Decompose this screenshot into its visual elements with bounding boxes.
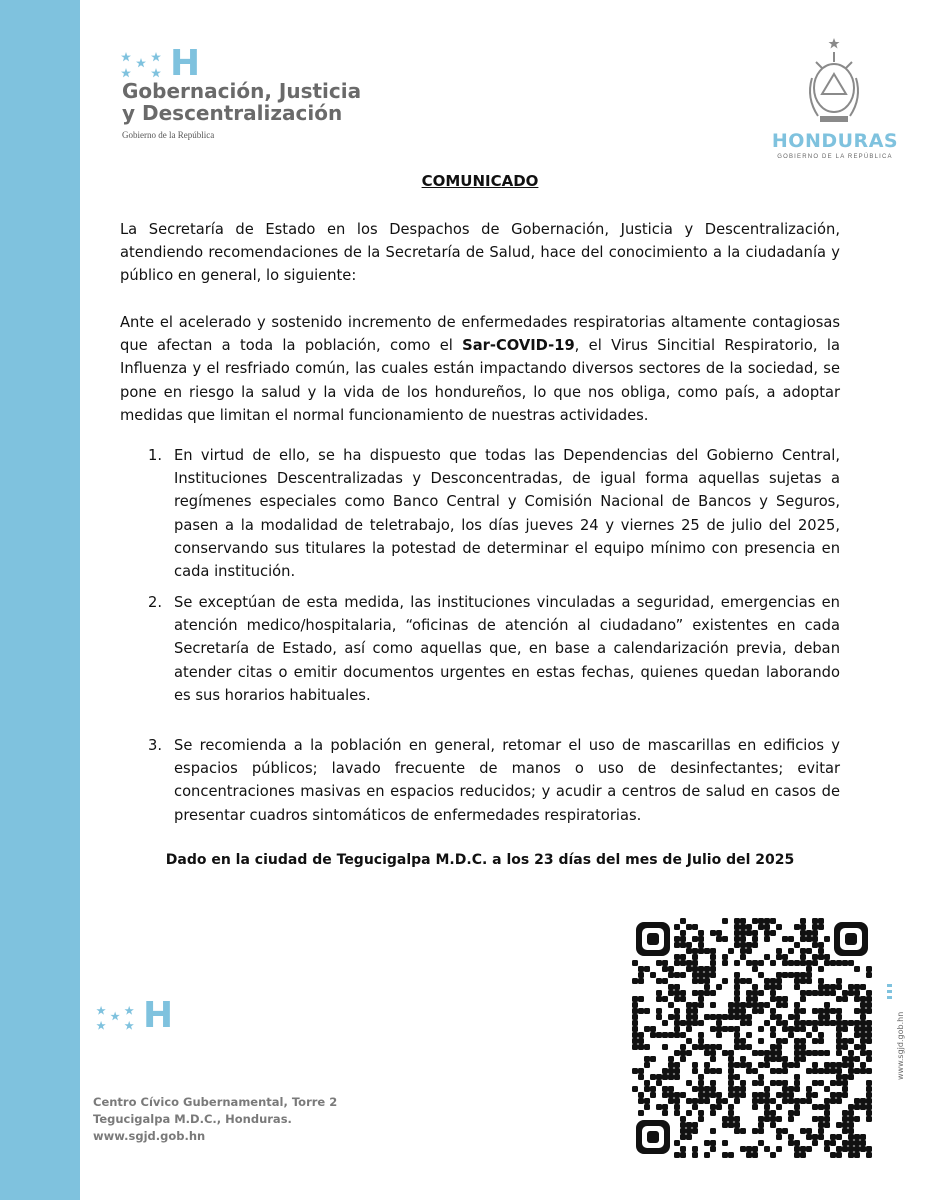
footer-logo-letter: H (143, 995, 174, 1036)
list-item-number: 3. (148, 737, 163, 754)
coat-of-arms-icon (802, 38, 866, 124)
website-link[interactable]: www.sgjd.gob.hn (93, 1129, 206, 1143)
stars-icon (93, 1004, 141, 1034)
ministry-name-line2: y Descentralización (122, 101, 343, 125)
context-paragraph (120, 311, 840, 427)
list-item-text: En virtud de ello, se ha dispuesto que todas las Dependencias del Gobierno Central, Instituciones Descentralizadas y Desconcentradas, de igual forma aquellas sujetas a regímenes especiales como Banco Central y Comisión Nacional de Bancos y Seguros, pasen a la modalidad de teletrabajo, los días jueves 24 y viernes 25 de julio del 2025, conservando sus titulares la potestad de determinar el equipo mínimo con presencia en cada institución. (174, 447, 840, 581)
side-url-text: www.sgjd.gob.hn (896, 1011, 905, 1080)
ministry-name (122, 80, 361, 124)
stars-icon (118, 50, 168, 82)
intro-paragraph: La Secretaría de Estado en los Despachos de Gobernación, Justicia y Descentralización, atendiendo recomendaciones de la Secretaría de Salud, hace del conocimiento a la ciudadanía y público en general, lo siguiente: (120, 221, 840, 285)
address-line2: Tegucigalpa M.D.C., Honduras. (93, 1112, 292, 1126)
footer-logo (93, 995, 193, 1040)
list-item-text: Se exceptúan de esta medida, las instituciones vinculadas a seguridad, emergencias en atención medico/hospitalaria, “oficinas de atención al ciudadano” existentes en cada Secretaría de Estado, así como aquellas que, en base a calendarización previa, deban atender citas o emitir documentos urgentes en estas fechas, quienes quedan laborando es sus horarios habituales. (174, 594, 840, 704)
context-text-bold: Sar-COVID-19 (462, 337, 575, 355)
ministry-logo (118, 43, 408, 150)
footer-address (93, 1094, 337, 1145)
ministry-name-line1: Gobernación, Justicia (122, 79, 362, 103)
ministry-subtitle: Gobierno de la República (122, 130, 215, 140)
logo-letter: H (170, 43, 201, 84)
country-subtitle: GOBIERNO DE LA REPÚBLICA (777, 154, 893, 160)
context-text-start: Ante el acelerado y sostenido incremento de enfermedades respiratorias altamente contagiosas que afectan a toda la población, como el (120, 314, 840, 355)
closing-line: Dado en la ciudad de Tegucigalpa M.D.C. a los 23 días del mes de Julio del 2025 (165, 852, 795, 868)
qr-code-icon[interactable] (632, 918, 872, 1158)
context-text-end: , el Virus Sincitial Respiratorio, la Influenza y el resfriado común, las cuales están impactando diversos sectores de la sociedad, se pone en riesgo la salud y la vida de los hondureños, lo que nos obliga, como país, a adoptar medidas que limitan el normal funcionamiento de nuestras actividades. (120, 337, 840, 424)
list-item-number: 2. (148, 594, 163, 611)
side-url (880, 980, 905, 1090)
honduras-logo (770, 38, 900, 163)
document-title: COMUNICADO (421, 172, 539, 190)
left-color-band (0, 0, 80, 1200)
country-name: HONDURAS (771, 130, 899, 152)
list-item-text: Se recomienda a la población en general, retomar el uso de mascarillas en edificios y espacios públicos; lavado frecuente de manos o uso de desinfectantes; evitar concentraciones masivas en espacios reducidos; y acudir a centros de salud en casos de presentar cuadros sintomáticos de enfermedades respiratorias. (174, 737, 840, 824)
address-line1: Centro Cívico Gubernamental, Torre 2 (93, 1095, 338, 1109)
list-item-number: 1. (148, 447, 163, 464)
